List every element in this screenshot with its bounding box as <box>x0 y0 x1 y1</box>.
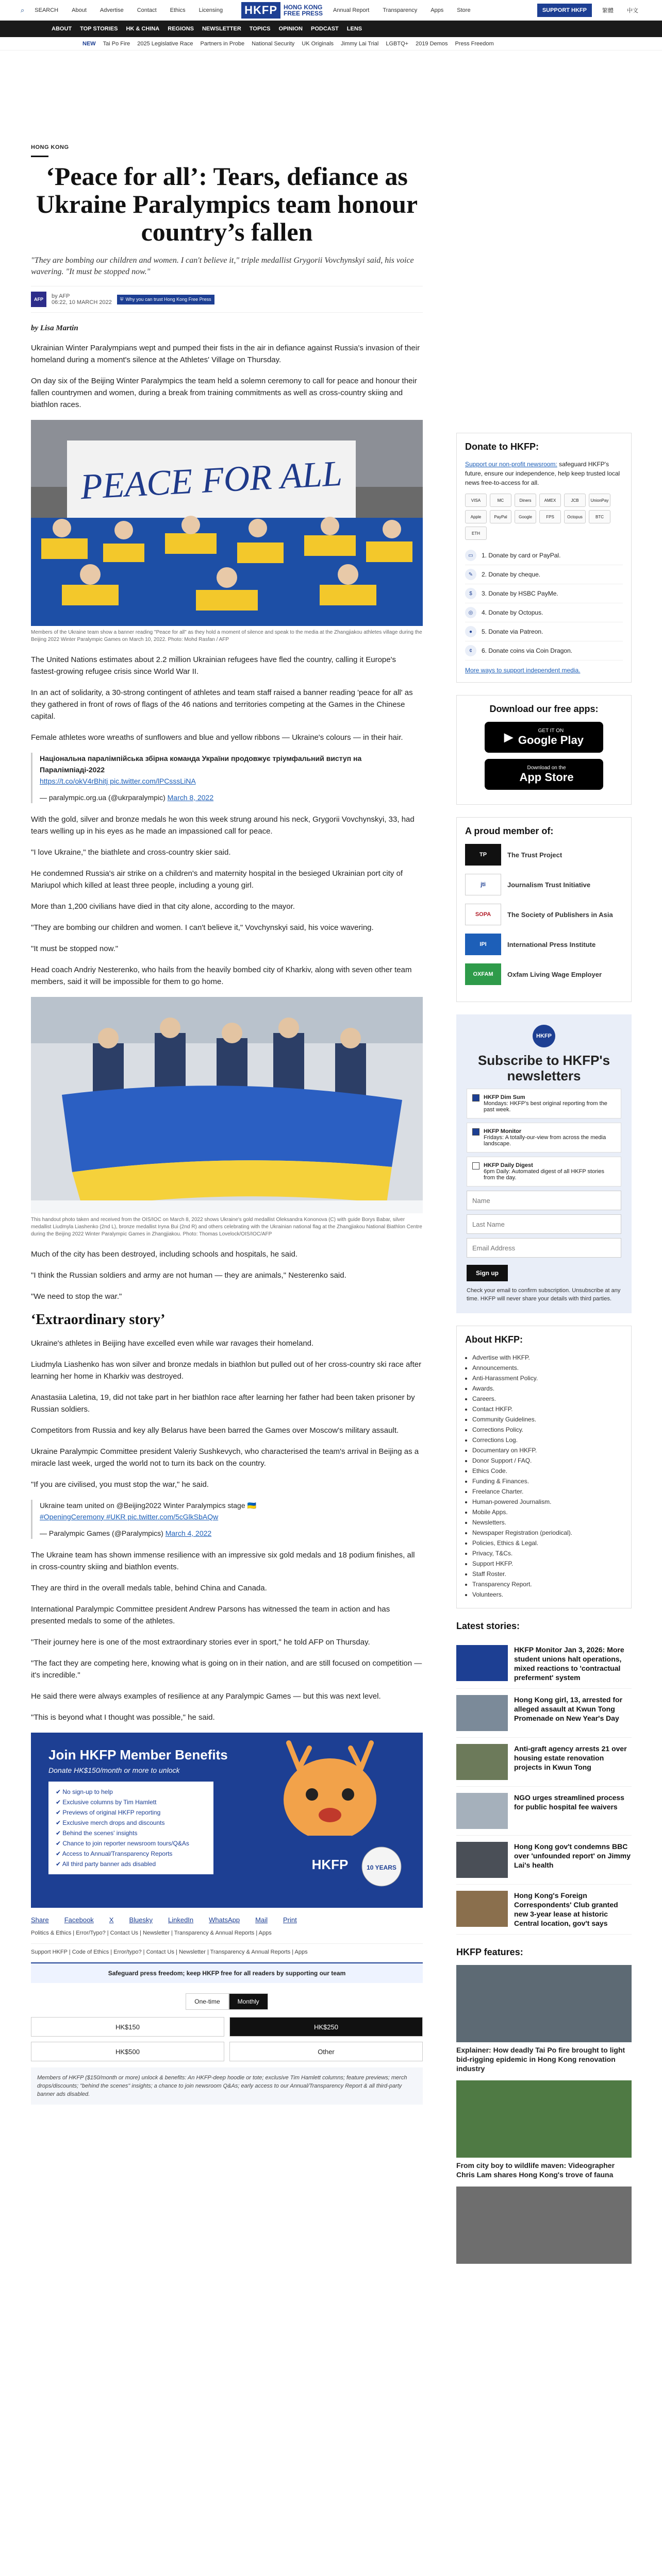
tag-link[interactable]: UK Originals <box>302 40 334 47</box>
share-print[interactable]: Print <box>283 1916 297 1924</box>
about-link[interactable]: • Volunteers. <box>472 1589 623 1600</box>
share-facebook[interactable]: Facebook <box>64 1916 94 1924</box>
paragraph: International Paralympic Committee president Andrew Parsons has witnessed the team in action and has presented medals to some of the athletes. <box>31 1605 390 1625</box>
paragraph: In an act of solidarity, a 30-strong contingent of athletes and team staff raised a banner reading 'peace for all' as they gathered in front of rows of flags of the 46 nations and territories competing at the Games in the Chinese capital. <box>31 688 413 721</box>
category-divider <box>31 156 48 157</box>
tweet-link[interactable]: https://t.co/okV4rBhitj pic.twitter.com/lPCsssLiNA <box>40 777 196 785</box>
checkbox[interactable] <box>472 1094 479 1101</box>
tag-link[interactable]: Press Freedom <box>455 40 494 47</box>
share-mail[interactable]: Mail <box>255 1916 268 1924</box>
member-benefits-promo[interactable] <box>31 1733 423 1908</box>
amex-icon: AMEX <box>539 494 561 507</box>
benefit-item: ✔ Behind the scenes' insights <box>56 1829 138 1837</box>
benefit-item: ✔ Previews of original HKFP reporting <box>56 1809 161 1816</box>
paragraph: "The fact they are competing here, knowing what is going on in their nation, and are still focused on competition — it's incredible." <box>31 1659 422 1680</box>
about-title: About HKFP: <box>465 1334 523 1345</box>
ethereum-icon: ETH <box>465 527 487 540</box>
paragraph: "It must be stopped now." <box>31 944 119 953</box>
paragraph: The Ukraine team has shown immense resilience with an impressive six gold medals and 18 podium finishes, all in cross-country skiing and biathlon events. <box>31 1551 415 1571</box>
nav-topics[interactable]: TOPICS <box>249 26 271 32</box>
story-item[interactable]: Hong Kong's Foreign Correspondents' Club granted new 3-year lease at historic Central location, gov't says <box>456 1885 632 1935</box>
article-category[interactable]: HONG KONG <box>31 144 69 150</box>
member-org[interactable]: jti Journalism Trust Initiative <box>465 874 623 895</box>
memberships-title: A proud member of: <box>465 826 554 836</box>
about-link[interactable]: • Mobile Apps. <box>472 1507 623 1517</box>
about-link[interactable]: • Newspaper Registration (periodical). <box>472 1528 623 1538</box>
coin-icon: ¢ <box>465 645 476 656</box>
donate-option[interactable]: ¢ 6. Donate coins via Coin Dragon. <box>465 641 623 660</box>
embedded-tweet <box>31 1500 423 1539</box>
top-link-ethics[interactable]: Ethics <box>170 7 186 13</box>
patreon-icon: ● <box>465 626 476 637</box>
diners-icon: Diners <box>515 494 536 507</box>
features-title: HKFP features: <box>456 1947 523 1957</box>
paragraph: He said there were always examples of resilience at any Paralympic Games — but this was next level. <box>31 1692 381 1701</box>
about-link[interactable]: • Documentary on HKFP. <box>472 1445 623 1455</box>
paragraph: Ukraine's athletes in Beijing have excelled even while war ravages their homeland. <box>31 1339 314 1348</box>
paragraph: "I think the Russian soldiers and army are not human — they are animals," Nesterenko said. <box>31 1271 346 1280</box>
about-link[interactable]: • Advertise with HKFP. <box>472 1352 623 1363</box>
donate-option[interactable]: ✎ 2. Donate by cheque. <box>465 565 623 584</box>
newsletter-option[interactable]: HKFP Daily Digest 6pm Daily: Automated digest of all HKFP stories from the day. <box>467 1157 621 1187</box>
tag-link[interactable]: Jimmy Lai Trial <box>341 40 379 47</box>
support-hkfp-button[interactable]: SUPPORT HKFP <box>537 4 592 17</box>
google-play-icon: ▶ <box>504 731 513 743</box>
octopus-icon: Octopus <box>564 510 586 523</box>
feature-thumbnail <box>456 2080 632 2158</box>
share-x[interactable]: X <box>109 1916 114 1924</box>
newsletter-option[interactable]: HKFP Dim Sum Mondays: HKFP's best original reporting from the past week. <box>467 1089 621 1118</box>
member-org[interactable]: IPI International Press Institute <box>465 934 623 955</box>
paragraph: "If you are civilised, you must stop the war," he said. <box>31 1480 209 1489</box>
share-linkedin[interactable]: LinkedIn <box>168 1916 194 1924</box>
about-link[interactable]: • Donor Support / FAQ. <box>472 1455 623 1466</box>
newsletter-signup <box>456 1014 632 1313</box>
flag-celebration-illustration <box>31 997 423 1213</box>
safeguard-notice[interactable]: Safeguard press freedom; keep HKFP free for all readers by supporting our team <box>31 1962 423 1983</box>
mastercard-icon: MC <box>490 494 511 507</box>
share-bluesky[interactable]: Bluesky <box>129 1916 153 1924</box>
about-link[interactable]: • Staff Roster. <box>472 1569 623 1579</box>
sidebar <box>456 433 632 2271</box>
about-box <box>456 1326 632 1608</box>
benefit-item: ✔ No sign-up to help <box>56 1788 113 1795</box>
new-badge: NEW <box>82 40 96 47</box>
story-thumbnail <box>456 1645 508 1681</box>
paragraph: "This is beyond what I thought was possible," he said. <box>31 1713 215 1722</box>
byline-bar <box>31 286 423 313</box>
team-banner-illustration <box>31 420 423 626</box>
tweet-source: — paralympic.org.ua (@ukrparalympic) <box>40 793 166 802</box>
section-heading: ‘Extraordinary story’ <box>31 1312 166 1328</box>
newsletter-title: Subscribe to HKFP's newsletters <box>477 1053 610 1083</box>
frequency-monthly[interactable]: Monthly <box>229 1993 268 2010</box>
article-title: ‘Peace for all’: Tears, defiance as Ukraine Paralympics team honour country’s fallen <box>36 162 418 246</box>
donation-amounts <box>31 2017 423 2061</box>
donate-intro-link[interactable]: Support our non-profit newsroom: <box>465 461 557 468</box>
about-link[interactable]: • Corrections Log. <box>472 1435 623 1445</box>
paragraph: Liudmyla Liashenko has won silver and bronze medals in biathlon but pulled out of her cross-country ski race after learning her home in Kharkiv was destroyed. <box>31 1360 422 1381</box>
benefit-item: ✔ Access to Annual/Transparency Reports <box>56 1850 173 1857</box>
donate-option[interactable]: ● 5. Donate via Patreon. <box>465 622 623 641</box>
signup-button[interactable]: Sign up <box>467 1265 508 1281</box>
app-store-button[interactable]: Download on the App Store <box>485 759 603 790</box>
tweet-date[interactable]: March 4, 2022 <box>165 1529 212 1537</box>
nav-podcast[interactable]: PODCAST <box>310 26 339 32</box>
amount-option[interactable]: HK$250 <box>229 2017 423 2037</box>
banner-text: PEACE FOR ALL <box>79 453 343 507</box>
top-link-licensing[interactable]: Licensing <box>198 7 223 13</box>
feature-thumbnail <box>456 1965 632 2042</box>
about-link[interactable]: • Freelance Charter. <box>472 1486 623 1497</box>
story-item[interactable]: Hong Kong gov't condemns BBC over 'unfounded report' on Jimmy Lai's health <box>456 1836 632 1885</box>
lang-simp[interactable]: 中文 <box>627 7 638 14</box>
photo-caption: Members of the Ukraine team show a banner reading "Peace for all" as they hold a moment of silence and speak to the media at the Zhangjiakou athletes village during the Beijing 2022 Winter Paralympic Games on March 10, 2022. Photo: Mohd Rasfan / AFP <box>31 630 422 642</box>
tag-bar <box>0 37 662 50</box>
nav-newsletter[interactable]: NEWSLETTER <box>202 26 241 32</box>
article-photo-team-banner <box>31 420 423 626</box>
top-link-store[interactable]: Store <box>457 7 471 13</box>
article-photo-flag <box>31 997 423 1213</box>
top-link-about[interactable]: About <box>72 7 87 13</box>
article <box>31 144 423 2105</box>
paragraph: "Their journey here is one of the most extraordinary stories ever in sport," he told AFP on Thursday. <box>31 1638 370 1647</box>
nav-about[interactable]: ABOUT <box>52 26 72 32</box>
paragraph: Anastasiia Laletina, 19, did not take part in her biathlon race after learning her father had been taken prisoner by Russian soldiers. <box>31 1393 415 1414</box>
paragraph: The United Nations estimates about 2.2 million Ukrainian refugees have fled the country, calling it Europe's fastest-growing refugee crisis since World War II. <box>31 655 396 676</box>
jcb-icon: JCB <box>564 494 586 507</box>
about-link[interactable]: • Newsletters. <box>472 1517 623 1528</box>
paypal-icon: PayPal <box>490 510 511 523</box>
donate-box <box>456 433 632 683</box>
benefit-item: ✔ All third party banner ads disabled <box>56 1860 156 1868</box>
amount-option[interactable]: HK$150 <box>31 2017 224 2037</box>
story-item[interactable]: Anti-graft agency arrests 21 over housing estate renovation projects in Kwun Tong <box>456 1738 632 1787</box>
oxfam-logo: OXFAM <box>465 963 501 985</box>
paragraph: "They are bombing our children and women. I can't believe it," Vovchynskyi said, his voice wavering. <box>31 923 374 932</box>
hkfp-badge: HKFP <box>533 1025 555 1047</box>
embedded-tweet <box>31 753 423 803</box>
afp-logo: AFP <box>31 292 46 307</box>
top-link-annual-report[interactable]: Annual Report <box>333 7 370 13</box>
feature-item[interactable]: From city boy to wildlife maven: Videographer Chris Lam shares Hong Kong's trove of fauna <box>456 2080 632 2179</box>
tag-link[interactable]: National Security <box>252 40 295 47</box>
lang-trad[interactable]: 繁體 <box>602 7 614 14</box>
donate-option[interactable]: ▭ 1. Donate by card or PayPal. <box>465 546 623 565</box>
main-nav <box>0 21 662 37</box>
donate-frequency-toggle <box>31 1993 423 2010</box>
tag-link[interactable]: 2019 Demos <box>416 40 448 47</box>
photo-caption: This handout photo taken and received from the OIS/IOC on March 8, 2022 shows Ukraine's gold medallist Oleksandra Kononova (C) with guide Borys Babar, silver medallist Liudmyla Liashenko (2nd L), bronze medallist Iryna Bui (2nd R) and others celebrating with the Ukrainian national flag at the Zhangjiakou National Biathlon Centre during the Beijing 2022 Winter Paralympic Games in Zhangjiakou. Photo: Thomas Lovelock/OIS/IOC/AFP <box>31 1217 422 1237</box>
apps-box <box>456 695 632 805</box>
story-thumbnail <box>456 1891 508 1927</box>
unionpay-icon: UnionPay <box>589 494 610 507</box>
checkbox[interactable] <box>472 1128 479 1136</box>
promo-subtitle: Donate HK$150/month or more to unlock <box>48 1766 180 1774</box>
story-thumbnail <box>456 1842 508 1878</box>
site-logo[interactable] <box>241 2 323 19</box>
benefit-item: ✔ Exclusive columns by Tim Hamlett <box>56 1799 157 1806</box>
paragraph: On day six of the Beijing Winter Paralympics the team held a solemn ceremony to call for peace and honour their fallen countrymen and women, during a break from training commitments as well as cross-country skiing and biathlon races. <box>31 377 417 409</box>
fps-icon: FPS <box>539 510 561 523</box>
support-links[interactable]: Support HKFP | Code of Ethics | Error/typo? | Contact Us | Newsletter | Transparency & Annual Reports | Apps <box>31 1943 423 1955</box>
nav-hk-china[interactable]: HK & CHINA <box>126 26 160 32</box>
paragraph: Much of the city has been destroyed, including schools and hospitals, he said. <box>31 1250 297 1259</box>
visa-icon: VISA <box>465 494 487 507</box>
share-whatsapp[interactable]: WhatsApp <box>209 1916 240 1924</box>
deer-mascot-illustration <box>253 1738 407 1903</box>
member-org[interactable]: TP The Trust Project <box>465 844 623 866</box>
paragraph: He condemned Russia's air strike on a children's and maternity hospital in the besieged Ukrainian port city of Mariupol which killed at least three people, including a young girl. <box>31 869 403 890</box>
benefit-item: ✔ Chance to join reporter newsroom tours/Q&As <box>56 1840 189 1847</box>
latest-title: Latest stories: <box>456 1621 520 1631</box>
search-link[interactable]: SEARCH <box>35 7 59 13</box>
last-name-input[interactable] <box>467 1214 621 1234</box>
paragraph: Head coach Andriy Nesterenko, who hails from the heavily bombed city of Kharkiv, along with seven other team members, said it will be impossible for them to go home. <box>31 965 412 986</box>
tweet-text: Ukraine team united on @Beijing2022 Winter Paralympics stage 🇺🇦 <box>40 1501 256 1510</box>
story-item[interactable]: NGO urges streamlined process for public hospital fee waivers <box>456 1787 632 1836</box>
about-link[interactable]: • Contact HKFP. <box>472 1404 623 1414</box>
memberships-box <box>456 817 632 1002</box>
benefits-list <box>48 1782 213 1874</box>
paragraph: Ukrainian Winter Paralympians wept and pumped their fists in the air in defiance against Russia's invasion of their homeland during a moment's silence at the Athletes' Village on Thursday. <box>31 344 420 364</box>
donate-option[interactable]: $ 3. Donate by HSBC PayMe. <box>465 584 623 603</box>
nav-lens[interactable]: LENS <box>346 26 362 32</box>
payme-icon: $ <box>465 588 476 599</box>
paragraph: With the gold, silver and bronze medals he won this week strung around his neck, Grygorii Vovchynskyi, 33, had tears welling up in his eyes as he made an impassioned call for peace. <box>31 815 415 836</box>
member-footer-note: Members of HKFP ($150/month or more) unlock & benefits: An HKFP-deep hoodie or tote; exclusive Tim Hamlett columns; feature previews; merch drops/discounts; "behind the scenes" insights; a chance to join newsroom Q&As; early access to our Annual/Transparency Report & all third-party banner ads disabled. <box>31 2067 423 2105</box>
tweet-source: — Paralympic Games (@Paralympics) <box>40 1529 163 1537</box>
logo-mark: HKFP <box>241 2 280 19</box>
apple-pay-icon: Apple <box>465 510 487 523</box>
feature-item[interactable] <box>456 2187 632 2264</box>
sopa-logo: SOPA <box>465 904 501 925</box>
octopus-card-icon: ◎ <box>465 607 476 618</box>
bitcoin-icon: BTC <box>589 510 610 523</box>
member-org[interactable]: OXFAM Oxfam Living Wage Employer <box>465 963 623 985</box>
story-thumbnail <box>456 1793 508 1829</box>
paragraph: "We need to stop the war." <box>31 1292 122 1301</box>
jti-logo: jti <box>465 874 501 895</box>
benefit-item: ✔ Exclusive merch drops and discounts <box>56 1819 165 1826</box>
paragraph: They are third in the overall medals table, behind China and Canada. <box>31 1584 267 1592</box>
nav-regions[interactable]: REGIONS <box>168 26 194 32</box>
about-link[interactable]: • Corrections Policy. <box>472 1425 623 1435</box>
about-link[interactable]: • Privacy, T&Cs. <box>472 1548 623 1558</box>
paragraph: "I love Ukraine," the biathlete and cross-country skier said. <box>31 848 231 857</box>
article-dek: "They are bombing our children and women. I can't believe it," triple medallist Grygorii Vovchynskyi said, his voice wavering. "It must be stopped now." <box>31 256 414 276</box>
nav-top-stories[interactable]: TOP STORIES <box>80 26 118 32</box>
amount-option[interactable]: Other <box>229 2042 423 2061</box>
tag-link[interactable]: Tai Po Fire <box>103 40 130 47</box>
about-link[interactable]: • Ethics Code. <box>472 1466 623 1476</box>
mascot-badge: HKFP <box>311 1857 349 1872</box>
apps-title: Download our free apps: <box>489 704 599 714</box>
donate-option[interactable]: ◎ 4. Donate by Octopus. <box>465 603 623 622</box>
author-name: by Lisa Martin <box>31 324 78 332</box>
share-label[interactable]: Share <box>31 1916 49 1924</box>
donate-intro: safeguard HKFP's future, ensure our independence, help keep trusted local news free-to-access for all. <box>465 461 620 486</box>
tag-link[interactable]: Partners in Probe <box>200 40 245 47</box>
paragraph: Female athletes wore wreaths of sunflowers and blue and yellow ribbons — Ukraine's colours — in their hair. <box>31 733 403 742</box>
tweet-link[interactable]: #OpeningCeremony #UKR pic.twitter.com/5cGlkSbAQw <box>40 1513 219 1521</box>
promo-title: Join HKFP Member Benefits <box>48 1747 228 1762</box>
about-link[interactable]: • Community Guidelines. <box>472 1414 623 1425</box>
google-pay-icon: Google <box>515 510 536 523</box>
trust-project-logo: TP <box>465 844 501 866</box>
feature-item[interactable]: Explainer: How deadly Tai Po fire brought to light bid-rigging epidemic in Hong Kong renovation industry <box>456 1965 632 2073</box>
policy-links[interactable]: Politics & Ethics | Error/Typo? | Contact Us | Newsletter | Transparency & Annual Reports | Apps <box>31 1930 272 1936</box>
feature-thumbnail <box>456 2187 632 2264</box>
amount-option[interactable]: HK$500 <box>31 2042 224 2061</box>
search-icon[interactable]: ⌕ <box>21 6 25 14</box>
paragraph: More than 1,200 civilians have died in that city alone, according to the mayor. <box>31 902 295 911</box>
about-link[interactable]: • Announcements. <box>472 1363 623 1373</box>
about-links <box>465 1352 623 1600</box>
story-item[interactable]: HKFP Monitor Jan 3, 2026: More student unions halt operations, mixed reactions to 'contractual preferment' system <box>456 1639 632 1689</box>
donate-title: Donate to HKFP: <box>465 442 539 452</box>
email-input[interactable] <box>467 1238 621 1258</box>
cheque-icon: ✎ <box>465 569 476 580</box>
tweet-date[interactable]: March 8, 2022 <box>167 793 214 802</box>
tag-link[interactable]: LGBTQ+ <box>386 40 409 47</box>
tweet-text: Національна паралімпійська збірна команда України продовжує тріумфальний виступ на Паралімпіаді-2022 <box>40 754 362 774</box>
more-ways-link[interactable]: More ways to support independent media. <box>465 667 581 674</box>
story-thumbnail <box>456 1744 508 1780</box>
trust-badge[interactable]: ⛨ Why you can trust Hong Kong Free Press <box>117 295 214 304</box>
google-play-button[interactable]: ▶ GET IT ON Google Play <box>485 722 603 753</box>
tag-link[interactable]: 2025 Legislative Race <box>137 40 193 47</box>
payment-methods <box>465 494 623 540</box>
about-link[interactable]: • Human-powered Journalism. <box>472 1497 623 1507</box>
frequency-one-time[interactable]: One-time <box>186 1993 228 2010</box>
latest-stories <box>456 1621 632 1935</box>
share-bar <box>31 1916 423 1924</box>
top-link-advertise[interactable]: Advertise <box>100 7 124 13</box>
about-link[interactable]: • Anti-Harassment Policy. <box>472 1373 623 1383</box>
about-link[interactable]: • Transparency Report. <box>472 1579 623 1589</box>
top-bar <box>0 0 662 21</box>
signup-note: Check your email to confirm subscription. Unsubscribe at any time. HKFP will never share your details with third parties. <box>467 1287 621 1302</box>
about-link[interactable]: • Support HKFP. <box>472 1558 623 1569</box>
about-link[interactable]: • Funding & Finances. <box>472 1476 623 1486</box>
logo-text: HONG KONG FREE PRESS <box>284 3 323 17</box>
byline-source[interactable]: by AFP <box>52 293 70 299</box>
top-link-apps[interactable]: Apps <box>431 7 444 13</box>
story-thumbnail <box>456 1695 508 1731</box>
features <box>456 1947 632 2264</box>
ipi-logo: IPI <box>465 934 501 955</box>
checkbox[interactable] <box>472 1162 479 1170</box>
paragraph: Ukraine Paralympic Committee president Valeriy Sushkevych, who characterised the team's arrival in Beijing as a miracle last week, urged the world not to turn its back on the country. <box>31 1447 419 1468</box>
shield-icon: ⛨ <box>120 296 124 302</box>
byline-date: 06:22, 10 MARCH 2022 <box>52 299 112 306</box>
anniversary-badge: 10 YEARS <box>367 1864 396 1871</box>
newsletter-option[interactable]: HKFP Monitor Fridays: A totally-our-view from across the media landscape. <box>467 1123 621 1153</box>
first-name-input[interactable] <box>467 1191 621 1210</box>
nav-opinion[interactable]: OPINION <box>278 26 303 32</box>
member-org[interactable]: SOPA The Society of Publishers in Asia <box>465 904 623 925</box>
card-icon: ▭ <box>465 550 476 561</box>
about-link[interactable]: • Policies, Ethics & Legal. <box>472 1538 623 1548</box>
top-link-contact[interactable]: Contact <box>137 7 157 13</box>
about-link[interactable]: • Careers. <box>472 1394 623 1404</box>
paragraph: Competitors from Russia and key ally Belarus have been barred the Games over Moscow's military assault. <box>31 1426 399 1435</box>
story-item[interactable]: Hong Kong girl, 13, arrested for alleged assault at Kwun Tong Promenade on New Year's Day <box>456 1689 632 1738</box>
about-link[interactable]: • Awards. <box>472 1383 623 1394</box>
top-link-transparency[interactable]: Transparency <box>383 7 418 13</box>
